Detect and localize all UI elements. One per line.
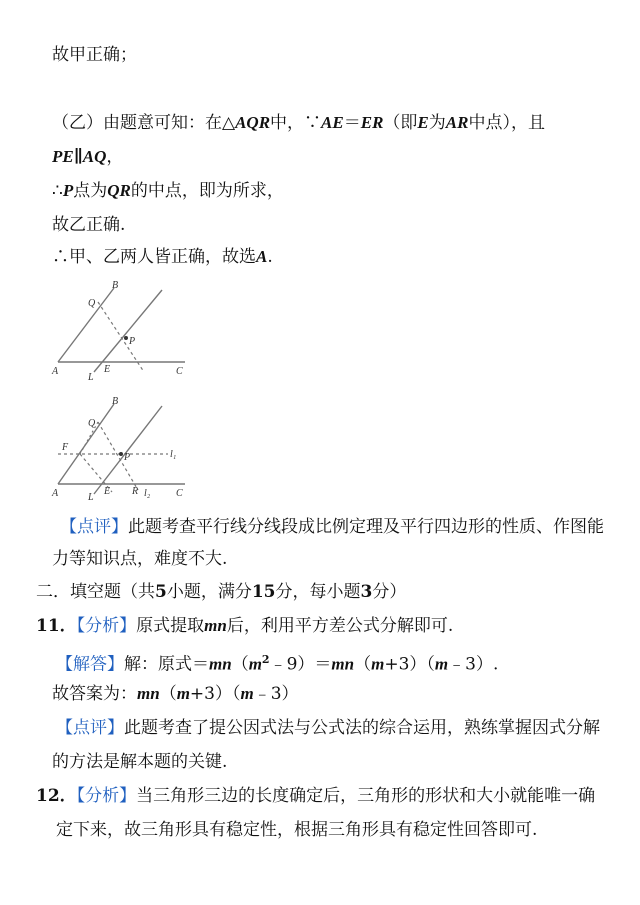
label-R: R bbox=[132, 486, 139, 497]
geometry-figure-2 bbox=[50, 394, 190, 502]
label-A: A bbox=[52, 488, 59, 499]
question-11-answer: 【解答】解：原式$=mn(m^2﹣9)=mn(m+3)(m﹣3)$. bbox=[56, 653, 499, 675]
point-P bbox=[124, 336, 128, 340]
label-L: L bbox=[88, 372, 94, 380]
label-l2: l₂ bbox=[144, 488, 151, 499]
line-QR bbox=[98, 422, 138, 490]
label-L: L bbox=[88, 492, 94, 502]
line-L bbox=[94, 290, 162, 372]
point-P bbox=[119, 452, 123, 456]
text-line-3: PE∥AQ， bbox=[52, 147, 124, 167]
label-P: P bbox=[124, 452, 131, 463]
label-E: E bbox=[104, 486, 111, 497]
text-line-5: 故乙正确. bbox=[52, 215, 126, 235]
question-number: 12． bbox=[36, 786, 77, 806]
label-l1: l₁ bbox=[170, 449, 177, 460]
comment-1-line-1: 【点评】此题考查平行线分线段成比例定理及平行四边形的性质、作图能 bbox=[60, 517, 604, 537]
label-C: C bbox=[176, 366, 183, 377]
geometry-figure-1 bbox=[50, 280, 190, 380]
text-line-6: ∴甲、乙两人皆正确，故选A. bbox=[52, 247, 273, 267]
question-12-analysis-line-1: 12．【分析】当三角形三边的长度确定后，三角形的形状和大小就能唯一确 bbox=[36, 786, 596, 806]
analysis-tag: 【分析】 bbox=[76, 616, 137, 636]
label-B: B bbox=[112, 396, 119, 407]
text-line-2: （乙）由题意可知：在△AQR中，∵AE＝ER（即E为AR中点），且 bbox=[52, 113, 545, 133]
line-AB bbox=[58, 288, 114, 362]
label-A: A bbox=[52, 366, 59, 377]
comment-2-line-2: 的方法是解本题的关键. bbox=[52, 752, 228, 772]
comment-tag: 【点评】 bbox=[60, 517, 128, 537]
section-heading: 二．填空题（共5小题，满分15分，每小题3分） bbox=[36, 582, 407, 602]
question-11-analysis: 11．【分析】原式提取mn后，利用平方差公式分解即可. bbox=[36, 616, 454, 636]
question-number: 11． bbox=[36, 616, 77, 636]
label-E: E bbox=[104, 364, 111, 375]
comment-2-line-1: 【点评】此题考查了提公因式法与公式法的综合运用，熟练掌握因式分解 bbox=[56, 718, 600, 738]
label-C: C bbox=[176, 488, 183, 499]
label-F: F bbox=[62, 442, 69, 453]
label-Q: Q bbox=[88, 298, 96, 309]
answer-tag: 【解答】 bbox=[56, 654, 124, 675]
analysis-tag: 【分析】 bbox=[76, 786, 137, 806]
comment-tag: 【点评】 bbox=[56, 718, 124, 738]
label-P: P bbox=[129, 336, 136, 347]
label-B: B bbox=[112, 280, 119, 291]
label-Q: Q bbox=[88, 418, 96, 429]
question-11-result: 故答案为：mn（m+3）（m﹣3） bbox=[52, 684, 299, 704]
comment-1-line-2: 力等知识点，难度不大. bbox=[52, 549, 228, 569]
text-line-4: ∴P点为QR的中点，即为所求， bbox=[52, 181, 284, 201]
question-12-analysis-line-2: 定下来，故三角形具有稳定性，根据三角形具有稳定性回答即可. bbox=[56, 820, 538, 840]
text-line-1: 故甲正确； bbox=[52, 45, 137, 65]
